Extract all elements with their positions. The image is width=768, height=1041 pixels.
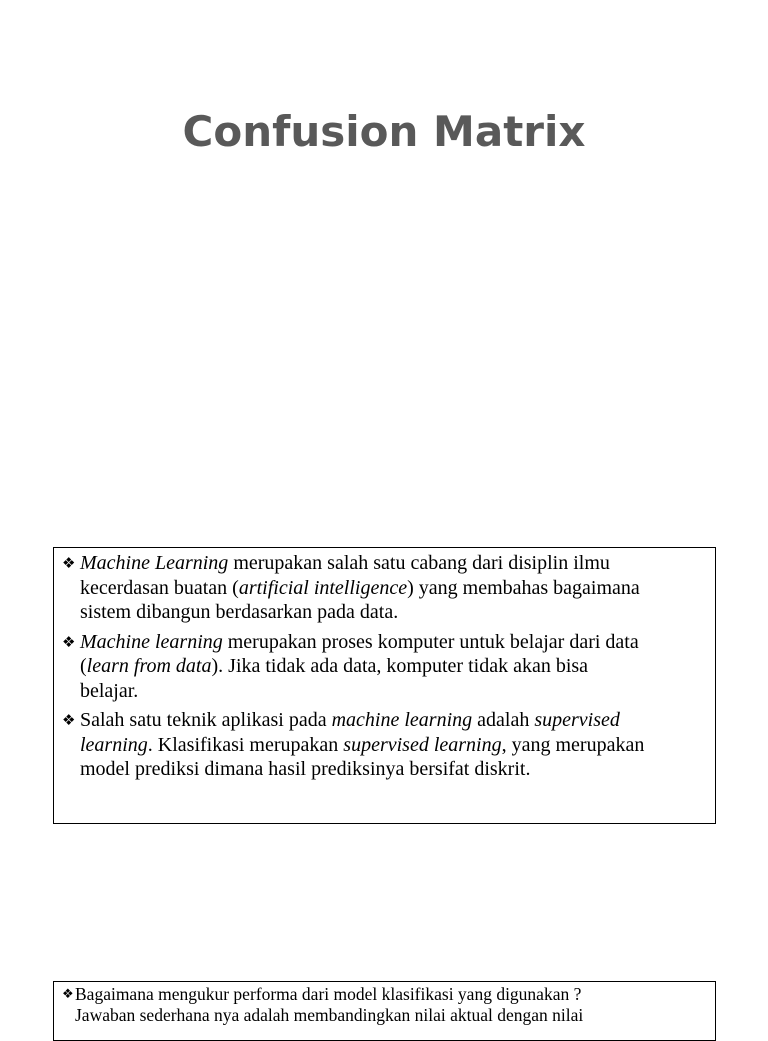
text-run: sistem dibangun berdasarkan pada data.	[80, 601, 399, 623]
italic-term: learn from data	[86, 655, 212, 677]
bullet-line	[80, 679, 707, 704]
italic-term: artificial intelligence	[238, 576, 408, 599]
text-run: belajar.	[80, 679, 139, 702]
diamond-bullet-icon: ❖	[62, 632, 76, 651]
bullet-line	[80, 757, 707, 782]
bullet-line	[80, 576, 707, 601]
intro-text-box	[53, 547, 716, 824]
bullet-line	[80, 551, 707, 576]
italic-term: supervised learning	[343, 733, 502, 756]
bullet-line	[80, 708, 707, 733]
text-run: merupakan salah satu cabang dari disiplin ilmu	[228, 552, 610, 574]
diamond-bullet-icon: ❖	[62, 987, 74, 1002]
diamond-bullet-icon: ❖	[62, 711, 76, 729]
text-run: merupakan proses komputer untuk belajar dari data	[222, 630, 639, 653]
italic-term: Machine learning	[80, 630, 223, 653]
text-run: model prediksi dimana hasil prediksinya bersifat diskrit.	[80, 758, 531, 780]
bullet-line	[80, 733, 707, 758]
text-run: Salah satu teknik aplikasi pada	[80, 709, 332, 731]
text-run: , yang merupakan	[501, 733, 645, 756]
text-run: ). Jika tidak ada data, komputer tidak akan bisa	[211, 655, 589, 677]
bullet-line	[80, 600, 707, 625]
text-run: Bagaimana mengukur performa dari model klasifikasi yang digunakan ?	[75, 984, 582, 1004]
bullet-line	[75, 984, 707, 1005]
text-run: kecerdasan buatan (	[80, 576, 239, 599]
slide-title: Confusion Matrix	[182, 107, 586, 156]
text-run: ) yang membahas bagaimana	[407, 576, 640, 599]
italic-term: learning	[80, 733, 148, 756]
diamond-bullet-icon: ❖	[62, 554, 76, 572]
bullet-item	[62, 984, 707, 1026]
bullet-line	[80, 630, 707, 655]
text-run: Jawaban sederhana nya adalah membandingkan nilai aktual dengan nilai	[75, 1005, 584, 1025]
bullet-line	[80, 654, 707, 679]
text-run: (	[80, 655, 87, 677]
bullet-line	[75, 1005, 707, 1026]
italic-term: Machine Learning	[80, 552, 229, 574]
italic-term: supervised	[534, 709, 620, 731]
question-text-box	[53, 981, 716, 1041]
italic-term: machine learning	[331, 709, 473, 731]
bullet-item	[62, 630, 707, 704]
text-run: adalah	[472, 709, 535, 731]
bullet-item	[62, 708, 707, 782]
text-run: . Klasifikasi merupakan	[147, 733, 344, 756]
bullet-item	[62, 551, 707, 625]
